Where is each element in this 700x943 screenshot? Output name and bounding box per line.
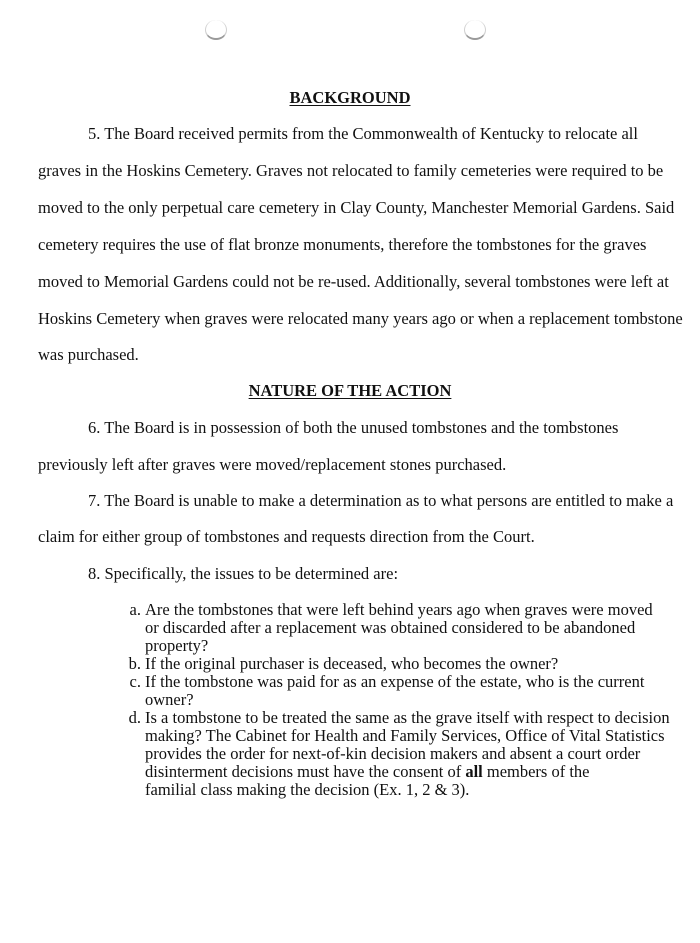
para8-line: 8. Specifically, the issues to be determined are: [88, 564, 399, 583]
para7-line-1: 7. The Board is unable to make a determination as to what persons are entitled to make a [88, 491, 674, 510]
issue-d-line-3: provides the order for next-of-kin decision makers and absent a court order [145, 744, 641, 763]
issue-d-line-1: Is a tombstone to be treated the same as the grave itself with respect to decision [145, 708, 670, 727]
issue-d-line-5: familial class making the decision (Ex. 1, 2 & 3). [145, 780, 470, 799]
issue-marker: a. [129, 600, 141, 619]
punch-hole-left [205, 20, 227, 40]
para7-line-2: claim for either group of tombstones and requests direction from the Court. [38, 527, 535, 546]
issue-item-c [120, 673, 660, 709]
issue-marker: d. [128, 708, 141, 727]
para5-line-7: was purchased. [38, 345, 139, 364]
issue-d-line-4-before: disinterment decisions must have the consent of [145, 762, 466, 781]
para5-line-3: moved to the only perpetual care cemetery in Clay County, Manchester Memorial Gardens. Said [38, 198, 675, 217]
para6-line-1: 6. The Board is in possession of both the unused tombstones and the tombstones [88, 418, 619, 437]
issue-a-line-2: or discarded after a replacement was obtained considered to be abandoned [145, 618, 636, 637]
issue-a-line-3: property? [145, 636, 209, 655]
issue-d-line-2: making? The Cabinet for Health and Family Services, Office of Vital Statistics [145, 726, 665, 745]
para6-line-2: previously left after graves were moved/replacement stones purchased. [38, 455, 507, 474]
heading-nature-of-action: NATURE OF THE ACTION [248, 381, 452, 400]
issue-d-line-4 [145, 763, 670, 781]
issue-b-line-1: If the original purchaser is deceased, who becomes the owner? [145, 654, 559, 673]
punch-hole-right [464, 20, 486, 40]
para5-line-2: graves in the Hoskins Cemetery. Graves not relocated to family cemeteries were required to be [38, 161, 664, 180]
para5-line-4: cemetery requires the use of flat bronze monuments, therefore the tombstones for the graves [38, 235, 647, 254]
heading-background: BACKGROUND [289, 88, 411, 107]
issues-list [120, 600, 670, 799]
issue-marker: c. [129, 672, 141, 691]
issue-c-line-1: If the tombstone was paid for as an expense of the estate, who is the current [145, 672, 645, 691]
issue-marker: b. [128, 654, 141, 673]
issue-item-a [120, 601, 660, 655]
issue-a-line-1: Are the tombstones that were left behind years ago when graves were moved [145, 600, 653, 619]
issue-item-d [120, 708, 670, 799]
emphasis-all: all [465, 762, 483, 781]
issue-c-line-2: owner? [145, 690, 194, 709]
para5-line-6: Hoskins Cemetery when graves were relocated many years ago or when a replacement tombstone [38, 309, 683, 328]
issue-d-line-4-after: members of the [482, 762, 590, 781]
issue-item-b [120, 655, 660, 673]
para5-line-1: 5. The Board received permits from the Commonwealth of Kentucky to relocate all [88, 124, 638, 143]
para5-line-5: moved to Memorial Gardens could not be re-used. Additionally, several tombstones were left at [38, 272, 669, 291]
